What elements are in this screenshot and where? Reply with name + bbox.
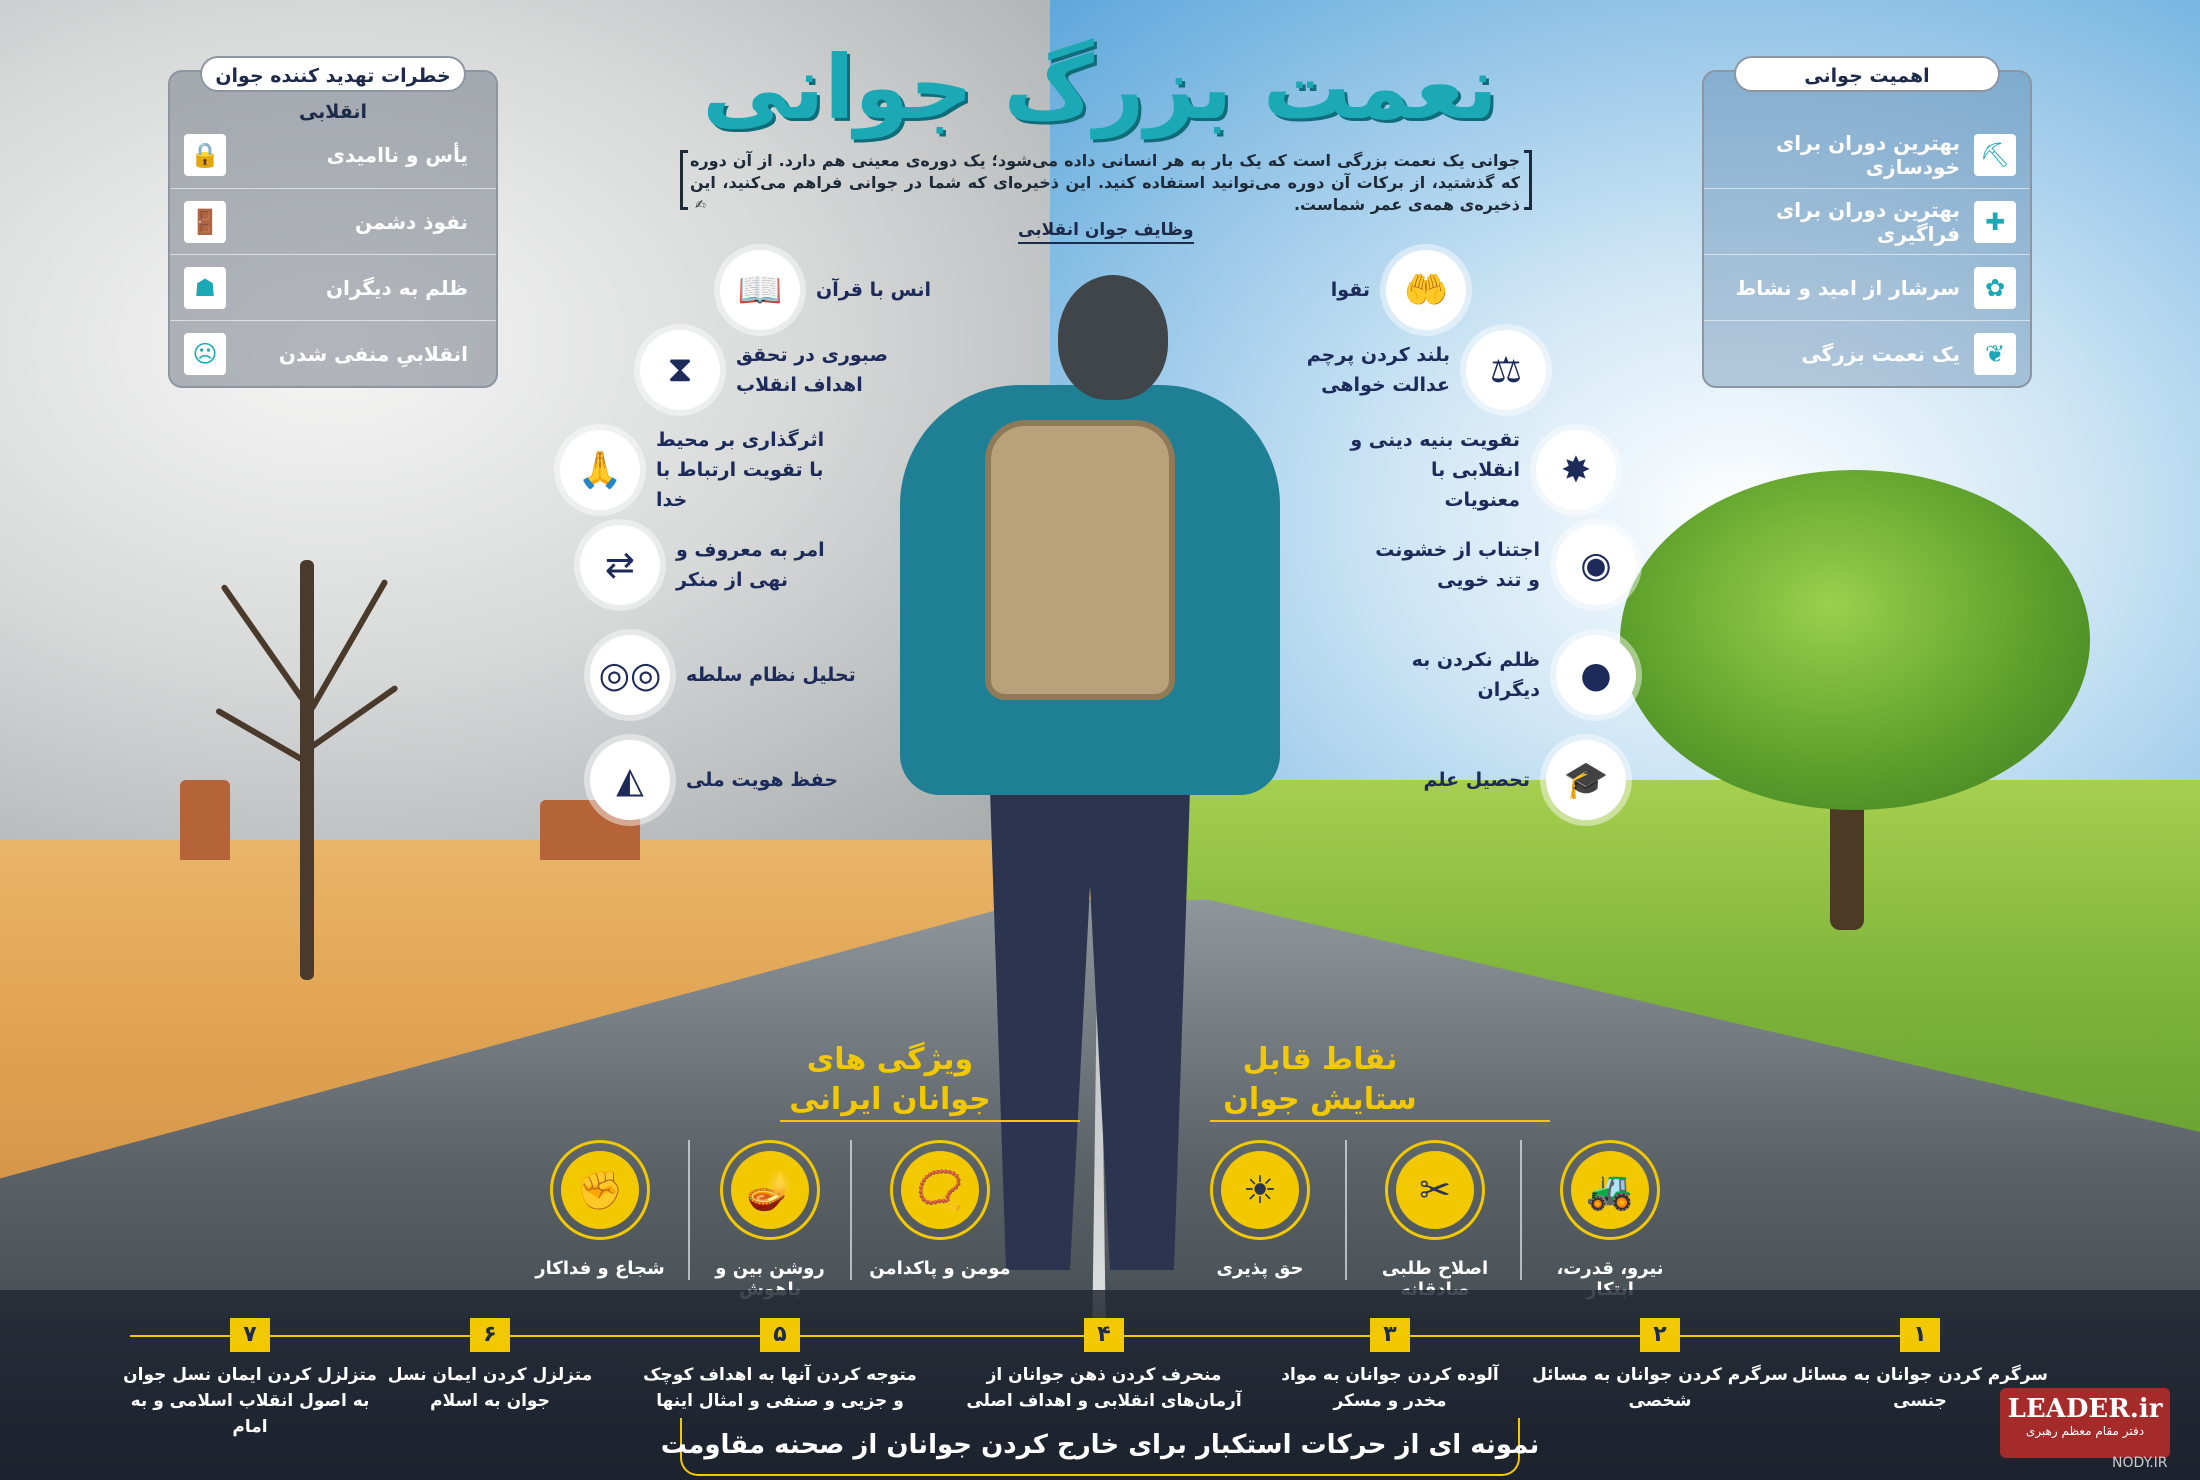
open-hands-icon: 🤲	[1386, 250, 1466, 330]
pliers-icon: ✂	[1396, 1151, 1474, 1229]
strategy-number: ۱	[1900, 1318, 1940, 1352]
praise-header: نقاط قابل ستایش جوان	[1223, 1042, 1417, 1117]
backpack	[985, 420, 1175, 700]
importance-label: بهترین دوران برای خودسازی	[1775, 131, 1960, 179]
dead-tree	[300, 560, 314, 980]
duty-item	[1360, 740, 1626, 820]
shovel-icon: ⛏	[1974, 134, 2016, 176]
threat-label: نفوذ دشمن	[354, 209, 468, 234]
praise-item	[1355, 1140, 1515, 1300]
sun-icon: ☀	[1221, 1151, 1299, 1229]
duty-label: حفظ هویت ملی	[686, 769, 839, 791]
duty-label: امر به معروف و نهی از منکر	[676, 539, 825, 591]
leaf-icon: ❦	[1974, 333, 2016, 375]
divider	[1520, 1140, 1522, 1280]
trait-item	[860, 1140, 1020, 1279]
green-tree	[1620, 470, 2090, 810]
trait-label: مومن و پاکدامن	[869, 1258, 1011, 1279]
importance-item	[1704, 320, 2030, 386]
mesa-rock	[180, 780, 230, 860]
puzzle-icon: ✚	[1974, 201, 2016, 243]
praise-label: حق پذیری	[1216, 1258, 1304, 1279]
importance-label: بهترین دوران برای فراگیری	[1775, 197, 1960, 246]
strategy-text: متزلزل کردن ایمان نسل جوان به اصول انقلاب اسلامی و به امام	[123, 1365, 377, 1437]
duty-label: تقویت بنیه دینی و انقلابی با معنویات	[1350, 429, 1520, 511]
scales-icon: ⚖	[1466, 330, 1546, 410]
trait-label: شجاع و فداکار	[535, 1258, 665, 1279]
strategy-text: سرگرم کردن جوانان به مسائل شخصی	[1531, 1365, 1789, 1411]
threat-label: یأس و ناامیدی	[326, 143, 468, 167]
duty-item	[590, 635, 856, 715]
gauge-icon: ◉	[1556, 525, 1636, 605]
duty-label: تحصیل علم	[1423, 769, 1530, 791]
strategy-text: متوجه کردن آنها به اهداف کوچک و جزیی و صنفی و امثال اینها	[643, 1365, 917, 1411]
duty-label: انس با قرآن	[816, 279, 931, 301]
iran-map-icon: ◭	[590, 740, 670, 820]
binoculars-icon: ◎◎	[590, 635, 670, 715]
duty-label: ظلم نکردن به دیگران	[1411, 649, 1540, 701]
exchange-arrows-icon: ⇄	[580, 525, 660, 605]
importance-item	[1704, 254, 2030, 320]
duty-label: بلند کردن پرچم عدالت خواهی	[1306, 344, 1450, 396]
threat-label: ظلم به دیگران	[325, 275, 468, 300]
graduation-cap-icon: 🎓	[1546, 740, 1626, 820]
oppressor-icon: ☗	[184, 267, 226, 309]
duty-item	[1350, 425, 1616, 515]
threat-item	[170, 254, 496, 320]
duty-item	[560, 425, 826, 515]
duty-label: اثرگذاری بر محیط با تقویت ارتباط با خدا	[656, 429, 825, 511]
importance-item	[1704, 188, 2030, 254]
flower-icon: ✿	[1974, 267, 2016, 309]
strategy-text: آلوده کردن جوانان به مواد مخدر و مسکر	[1281, 1365, 1499, 1411]
duty-label: تقوا	[1330, 279, 1370, 301]
praise-label: اصلاح طلبی	[1381, 1258, 1489, 1279]
divider	[688, 1140, 690, 1280]
strategy-text: منحرف کردن ذهن جوانان از آرمان‌های انقلابی و اهداف اصلی	[966, 1365, 1242, 1411]
threats-header: خطرات تهدید کننده جوان انقلابی	[200, 56, 466, 92]
person-head	[1058, 275, 1168, 400]
logo-subtext: دفتر مقام معظم رهبری	[2025, 1424, 2145, 1438]
strategy-number: ۲	[1640, 1318, 1680, 1352]
importance-label: یک نعمت بزرگی	[1801, 341, 1960, 366]
strategy-number: ۳	[1370, 1318, 1410, 1352]
praise-ring	[1560, 1140, 1660, 1240]
threat-item	[170, 188, 496, 254]
bulldozer-icon: 🚜	[1571, 1151, 1649, 1229]
leader-logo[interactable]	[2000, 1388, 2170, 1458]
strategy-text: متزلزل کردن ایمان نسل جوان به اسلام	[387, 1365, 593, 1411]
duty-item	[580, 525, 846, 605]
bomb-icon: ●	[1556, 635, 1636, 715]
praise-item	[1530, 1140, 1690, 1300]
threat-item	[170, 122, 496, 188]
threats-panel	[168, 65, 498, 388]
duty-item	[590, 740, 856, 820]
duty-item	[720, 250, 986, 330]
strategy-number: ۴	[1084, 1318, 1124, 1352]
traits-underline	[780, 1120, 1080, 1122]
strategy-text: سرگرم کردن جوانان به مسائل جنسی	[1791, 1365, 2049, 1411]
importance-item	[1704, 122, 2030, 188]
angry-face-icon: ☹	[184, 333, 226, 375]
trait-item	[520, 1140, 680, 1279]
door-icon: 🚪	[184, 201, 226, 243]
trait-item	[690, 1140, 850, 1300]
strategies-title: نمونه ای از حرکات استکبار برای خارج کردن جوانان از صحنه مقاومت	[660, 1430, 1540, 1460]
praise-label: نیرو، قدرت،	[1556, 1258, 1664, 1279]
praise-ring	[1385, 1140, 1485, 1240]
duty-label: تحلیل نظام سلطه	[686, 664, 856, 686]
duty-item	[640, 330, 906, 410]
divider	[850, 1140, 852, 1280]
praise-item	[1180, 1140, 1340, 1279]
duty-item	[1370, 525, 1636, 605]
logo-text: LEADER.ir	[2007, 1394, 2163, 1424]
importance-panel	[1702, 65, 2032, 388]
duty-item	[1280, 330, 1546, 410]
trait-label: روشن بین و	[715, 1258, 825, 1279]
strategy-number: ۵	[760, 1318, 800, 1352]
bracket-right	[1524, 150, 1532, 210]
praise-ring	[1210, 1140, 1310, 1240]
importance-header: اهمیت جوانی	[1734, 56, 2000, 92]
trait-ring	[720, 1140, 820, 1240]
intro-quote: جوانی یک نعمت بزرگی است که یک بار به هر انسانی داده می‌شود؛ یک دوره‌ی معینی هم دارد. از آن دوره که گذشتید، از برکات آن دوره می‌توانید استفاده کنید. این ذخیره‌ای که شما در جوانی فراهم می‌کنید، این ذخیره‌ی همه‌ی عمر شماست.	[690, 151, 1520, 214]
quran-icon: 📖	[720, 250, 800, 330]
trait-ring	[890, 1140, 990, 1240]
trait-ring	[550, 1140, 650, 1240]
mesa-rock	[600, 815, 640, 860]
prayer-beads-icon: 📿	[901, 1151, 979, 1229]
duty-item	[1370, 635, 1636, 715]
signature: ✍	[695, 198, 706, 213]
threat-label: انقلابیِ منفی شدن	[278, 341, 468, 366]
praying-hands-icon: 🙏	[560, 430, 640, 510]
lamp-icon: 🪔	[731, 1151, 809, 1229]
hourglass-icon: ⧗	[640, 330, 720, 410]
traits-header: ویژگی های جوانان ایرانی	[789, 1042, 991, 1117]
importance-label: سرشار از امید و نشاط	[1735, 275, 1960, 300]
bracket-left	[680, 150, 688, 210]
strategy-number: ۷	[230, 1318, 270, 1352]
duty-label: صبوری در تحقق اهداف انقلاب	[736, 344, 888, 396]
praise-underline	[1210, 1120, 1550, 1122]
star-badge-icon: ✸	[1536, 430, 1616, 510]
strategy-number: ۶	[470, 1318, 510, 1352]
fist-icon: ✊	[561, 1151, 639, 1229]
threat-item	[170, 320, 496, 386]
lock-icon: 🔒	[184, 134, 226, 176]
duty-label: اجتناب از خشونت و تند خویی	[1375, 539, 1540, 591]
duties-title: وظایف جوان انقلابی	[1018, 220, 1194, 244]
duty-item	[1200, 250, 1466, 330]
watermark: NODY.IR	[2112, 1455, 2168, 1471]
page-title: نعمت بزرگ جوانی	[702, 36, 1498, 139]
divider	[1345, 1140, 1347, 1280]
